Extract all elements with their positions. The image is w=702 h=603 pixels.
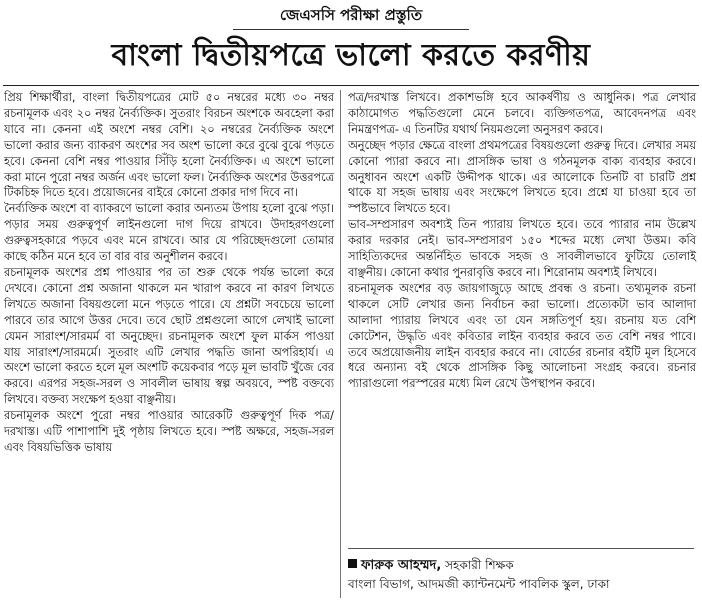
- right-column: [348, 90, 696, 392]
- paragraph: নৈর্ব্যক্তিক অংশে বা ব্যাকরণে ভালো করার অন্যতম উপায় হলো বুঝে পড়া। পড়ার সময় গুরুত্বপূর্ণ লাইনগুলো দাগ দিয়ে রাখবে। উদাহরণগুলো গুরুত্বসহকারে পড়বে এবং মনে রাখবে। আর যে পরিচ্ছেদগুলো তোমার কাছে কঠিন মনে হবে তা বার বার অনুশীলন করবে।: [4, 202, 334, 264]
- paragraph: পত্র/দরখাস্ত লিখবে। প্রকাশভঙ্গি হবে আকর্ষণীয় ও আধুনিক। পত্র লেখার কাঠামোগত পদ্ধতিগুলো মেনে চলবে। ব্যক্তিগতপত্র, আবেদনপত্র এবং নিমন্ত্রণপত্র- এ তিনটির যথার্থ নিয়মগুলো অনুসরণ করবে।: [348, 91, 696, 136]
- column-divider: [340, 90, 341, 598]
- kicker-underline: [233, 29, 469, 30]
- author-designation: সহকারী শিক্ষক: [445, 558, 514, 572]
- paragraph: রচনামূলক অংশে পুরো নম্বর পাওয়ার আরেকটি গুরুত্বপূর্ণ দিক পত্র/দরখাস্ত। এটি পাশাপাশি দুই পৃষ্ঠায় লিখতে হবে। স্পষ্ট অক্ষরে, সহজ-সরল এবং বিষয়ভিত্তিক ভাষায়: [4, 409, 334, 454]
- author-name: ফারুক আহম্মদ,: [361, 558, 442, 573]
- author-rule: [348, 548, 694, 549]
- author-block: [348, 556, 696, 594]
- paragraph: অনুচ্ছেদ পড়ার ক্ষেত্রে বাংলা প্রথমপত্রের বিষয়গুলো গুরুত্ব দিবে। লেখার সময় কোনো প্যারা করবে না। প্রাসঙ্গিক ভাষা ও গঠনমূলক বাক্য ব্যবহার করবে। অনুধাবন অংশে একটি উদ্দীপক থাকে। এর আলোকে তিনটি বা চারটি প্রশ্ন থাকে যা সহজ ভাষায় এবং সংক্ষেপে লিখতে হবে। প্রশ্নে যা চাওয়া হবে তা স্পষ্টভাবে লিখতে হবে।: [348, 138, 696, 216]
- author-line: [348, 556, 696, 575]
- paragraph: রচনামূলক অংশের প্রশ্ন পাওয়ার পর তা শুরু থেকে পর্যন্ত ভালো করে দেখবে। কোনো প্রশ্ন অজানা থাকলে মন খারাপ করবে না কারণ লিখতে লিখতে অজানা বিষয়গুলো মনে পড়তে পারে। যে প্রশ্নটা সবচেয়ে ভালো পারবে তার আগে উত্তর দেবে। তবে ছোট প্রশ্নগুলো আগে লেখাই ভালো যেমন সারাংশ/সারমর্ম বা অনুচ্ছেদ। রচনামূলক অংশে ফুল মার্কস পাওয়া যায় সারাংশ/সারমর্মে। সুতরাং এটি লেখার পদ্ধতি জানা অপরিহার্য। এ অংশে ভালো করতে হলে মূল অংশটি কয়েকবার পড়ে মূল ভাবটি খুঁজে বের করবে। এরপর সহজ-সরল ও সাবলীল ভাষায় স্বল্প অবয়বে, স্পষ্ট বক্তব্যে লিখবে। বক্তব্য সংক্ষেপ হওয়া বাঞ্ছনীয়।: [4, 265, 334, 407]
- paragraph: প্রিয় শিক্ষার্থীরা, বাংলা দ্বিতীয়পত্রের মোট ৫০ নম্বরের মধ্যে ৩০ নম্বর রচনামূলক এবং ২০ নম্বর নৈর্ব্যক্তিক। সুতরাং বিরচন অংশকে অবহেলা করা যাবে না। কেননা এই অংশে নম্বর বেশি। ২০ নম্বরের নৈর্ব্যক্তিক অংশে ভালো করার জন্য ব্যাকরণ অংশের সব অংশ ভালো করে বুঝে বুঝে পড়তে হবে। কেননা বেশি নম্বর পাওয়ার সিঁড়ি হলো নৈর্ব্যক্তিক। এ অংশে ভালো করা মানে পুরো নম্বর অর্জন এবং ভালো ফল। নৈর্ব্যক্তিক অংশের উত্তরপত্রে টিকচিহ্ন দিতে হবে। প্রয়োজনের বাইরে কোনো প্রকার দাগ দিবে না।: [4, 91, 334, 200]
- headline: বাংলা দ্বিতীয়পত্রে ভালো করতে করণীয়: [111, 38, 591, 73]
- paragraph: রচনামূলক অংশের বড় জায়গাজুড়ে আছে প্রবন্ধ ও রচনা। তথ্যমূলক রচনা থাকলে সেটি লেখার জন্য নির্বাচন করা ভালো। প্রত্যেকটা ভাব আলাদা আলাদা প্যারায় লিখবে এবং তা যেন সঙ্গতিপূর্ণ হয়। রচনায় যত বেশি কোটেশন, উদ্ধৃতি এবং কবিতার লাইন ব্যবহার করবে তত বেশি নম্বর পাবে। তবে অপ্রয়োজনীয় লাইন ব্যবহার করবে না। বোর্ডের রচনার বইটি মূল হিসেবে ধরে অন্যান্য বই থেকে প্রাসঙ্গিক কিছু আলোচনা সংগ্রহ করবে। রচনার প্যারাগুলো পরস্পরের মধ্যে মিল রেখে উপস্থাপন করবে।: [348, 281, 696, 391]
- left-column: [4, 90, 334, 456]
- kicker-wrap: [0, 2, 702, 28]
- paragraph: ভাব-সম্প্রসারণ অবশ্যই তিন প্যারায় লিখতে হবে। তবে প্যারার নাম উল্লেখ করার দরকার নেই। ভাব-সম্প্রসারণ ১৫০ শব্দের মধ্যে লেখা উত্তম। কবি সাহিত্যিকদের অন্তর্নিহিত ভাবকে সহজ ও সাবলীলভাবে ফুটিয়ে তোলাই বাঞ্ছনীয়। কোনো কথার পুনরাবৃত্তি করবে না। শিরোনাম অবশ্যই লিখবে।: [348, 218, 696, 279]
- kicker: জেএসসি পরীক্ষা প্রস্তুতি: [279, 6, 423, 24]
- square-bullet-icon: [348, 559, 357, 568]
- author-affiliation: বাংলা বিভাগ, আদমজী ক্যান্টনমেন্ট পাবলিক স্কুল, ঢাকা: [348, 577, 610, 591]
- headline-rule: [3, 85, 699, 86]
